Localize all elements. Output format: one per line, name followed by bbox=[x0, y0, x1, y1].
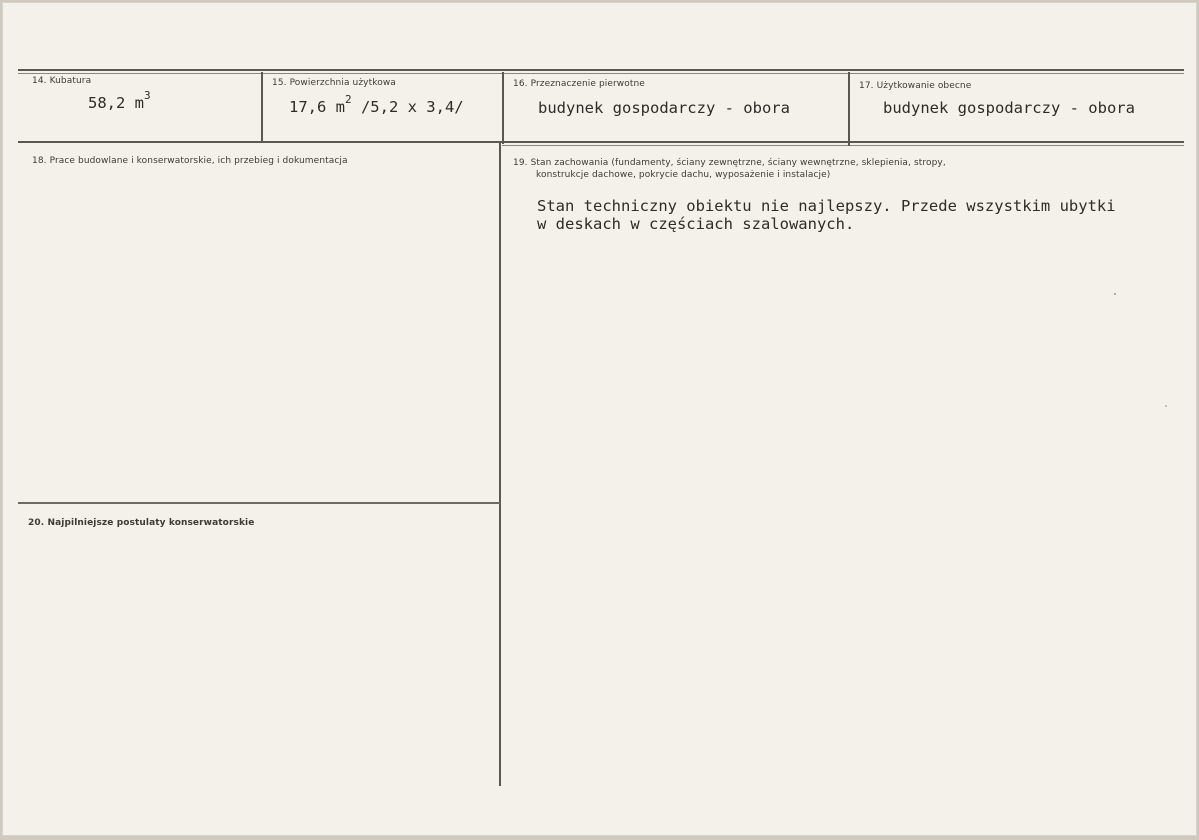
przeznaczenie-value: budynek gospodarczy - obora bbox=[538, 99, 790, 117]
powierzchnia-value bbox=[289, 92, 464, 117]
kubatura-value-text: 58,2 m bbox=[88, 94, 144, 112]
kubatura-label: 14. Kubatura bbox=[32, 76, 92, 86]
stan-label-line-2: konstrukcje dachowe, pokrycie dachu, wyposażenie i instalacje) bbox=[536, 170, 831, 180]
kubatura-value-unit-exponent: 3 bbox=[144, 88, 151, 102]
przeznaczenie-label: 16. Przeznaczenie pierwotne bbox=[513, 79, 645, 89]
divider-14-15 bbox=[261, 72, 263, 142]
top-rule-thin bbox=[18, 73, 1184, 74]
powierzchnia-value-main: 17,6 m bbox=[289, 98, 345, 116]
header-bottom-rule bbox=[18, 141, 1184, 143]
divider-15-16 bbox=[502, 72, 504, 144]
main-divider bbox=[499, 143, 501, 786]
powierzchnia-value-dimensions: /5,2 x 3,4/ bbox=[351, 98, 464, 116]
stan-text-line-1: Stan techniczny obiektu nie najlepszy. Przede wszystkim ubytki bbox=[537, 197, 1116, 215]
uzytkowanie-label: 17. Użytkowanie obecne bbox=[859, 81, 972, 91]
paper-speck bbox=[1165, 405, 1167, 407]
divider-16-17 bbox=[848, 72, 850, 146]
header-bottom-rule-thin bbox=[502, 145, 1184, 146]
kubatura-value bbox=[88, 88, 151, 113]
stan-text-line-2: w deskach w częściach szalowanych. bbox=[537, 215, 855, 233]
section-18-bottom-rule bbox=[18, 502, 500, 504]
powierzchnia-value-exponent: 2 bbox=[345, 92, 352, 106]
uzytkowanie-value: budynek gospodarczy - obora bbox=[883, 99, 1135, 117]
postulaty-label: 20. Najpilniejsze postulaty konserwatorskie bbox=[28, 518, 255, 528]
powierzchnia-label: 15. Powierzchnia użytkowa bbox=[272, 78, 396, 88]
record-card bbox=[2, 2, 1197, 836]
prace-label: 18. Prace budowlane i konserwatorskie, ich przebieg i dokumentacja bbox=[32, 156, 348, 166]
stan-label-line-1: 19. Stan zachowania (fundamenty, ściany zewnętrzne, ściany wewnętrzne, sklepienia, stropy, bbox=[513, 158, 946, 168]
top-rule bbox=[18, 69, 1184, 71]
paper-speck bbox=[1114, 293, 1116, 295]
